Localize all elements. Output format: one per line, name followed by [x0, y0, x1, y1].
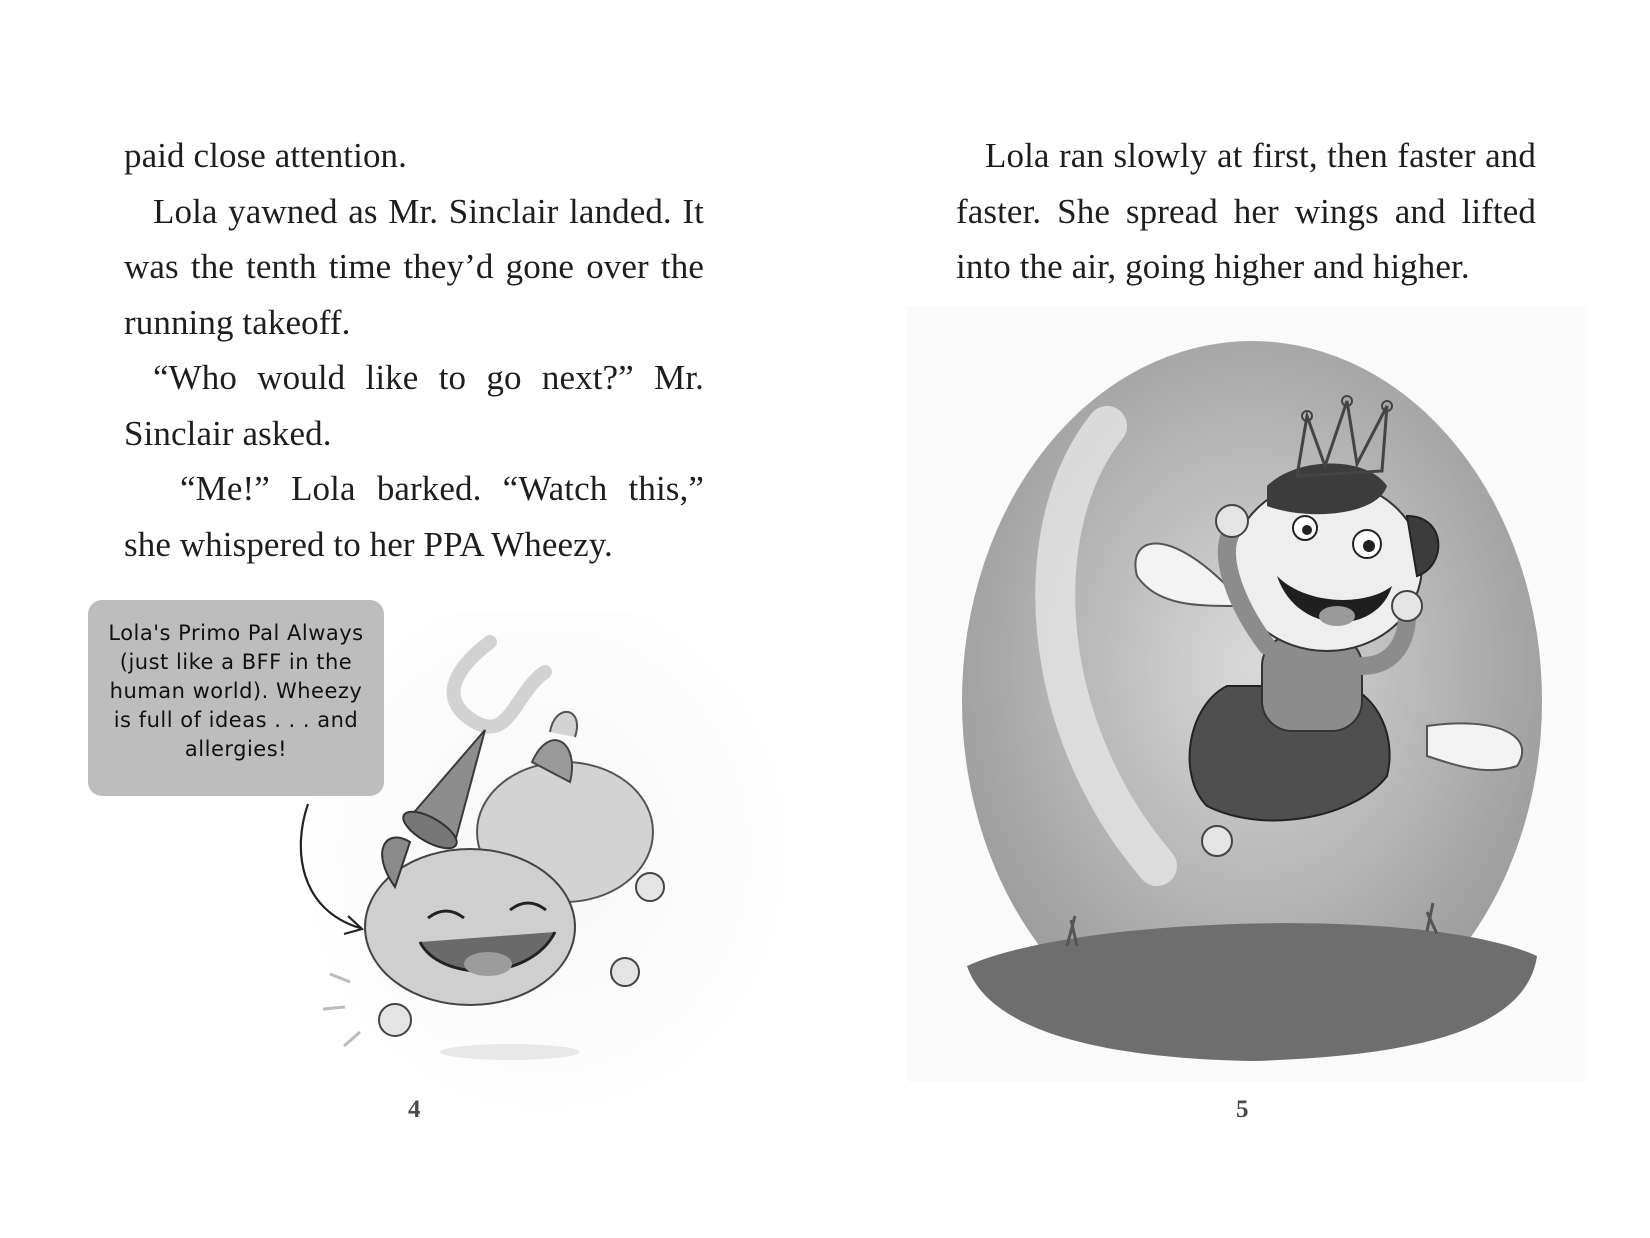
right-page [825, 0, 1650, 1238]
left-page-text [124, 128, 704, 572]
page-number: 4 [408, 1096, 421, 1123]
right-page-text [956, 128, 1536, 295]
paragraph: “Who would like to go next?” Mr. Sinclair asked. [124, 358, 704, 453]
lola-flying-illustration [907, 306, 1585, 1082]
paragraph: “Me!” Lola barked. “Watch this,” she whispered to her PPA Wheezy. [124, 469, 704, 564]
callout-arrow-icon [290, 800, 370, 940]
paragraph: paid close attention. [124, 136, 407, 175]
callout-box [88, 600, 384, 796]
paragraph: Lola ran slowly at first, then faster and faster. She spread her wings and lifted into the air, going higher and higher. [956, 136, 1536, 286]
paragraph: Lola yawned as Mr. Sinclair landed. It was the tenth time they’d gone over the running takeoff. [124, 191, 704, 342]
page-number: 5 [1236, 1096, 1249, 1123]
callout-text: Lola's Primo Pal Always (just like a BFF in the human world). Wheezy is full of ideas . . . and allergies! [108, 620, 364, 761]
